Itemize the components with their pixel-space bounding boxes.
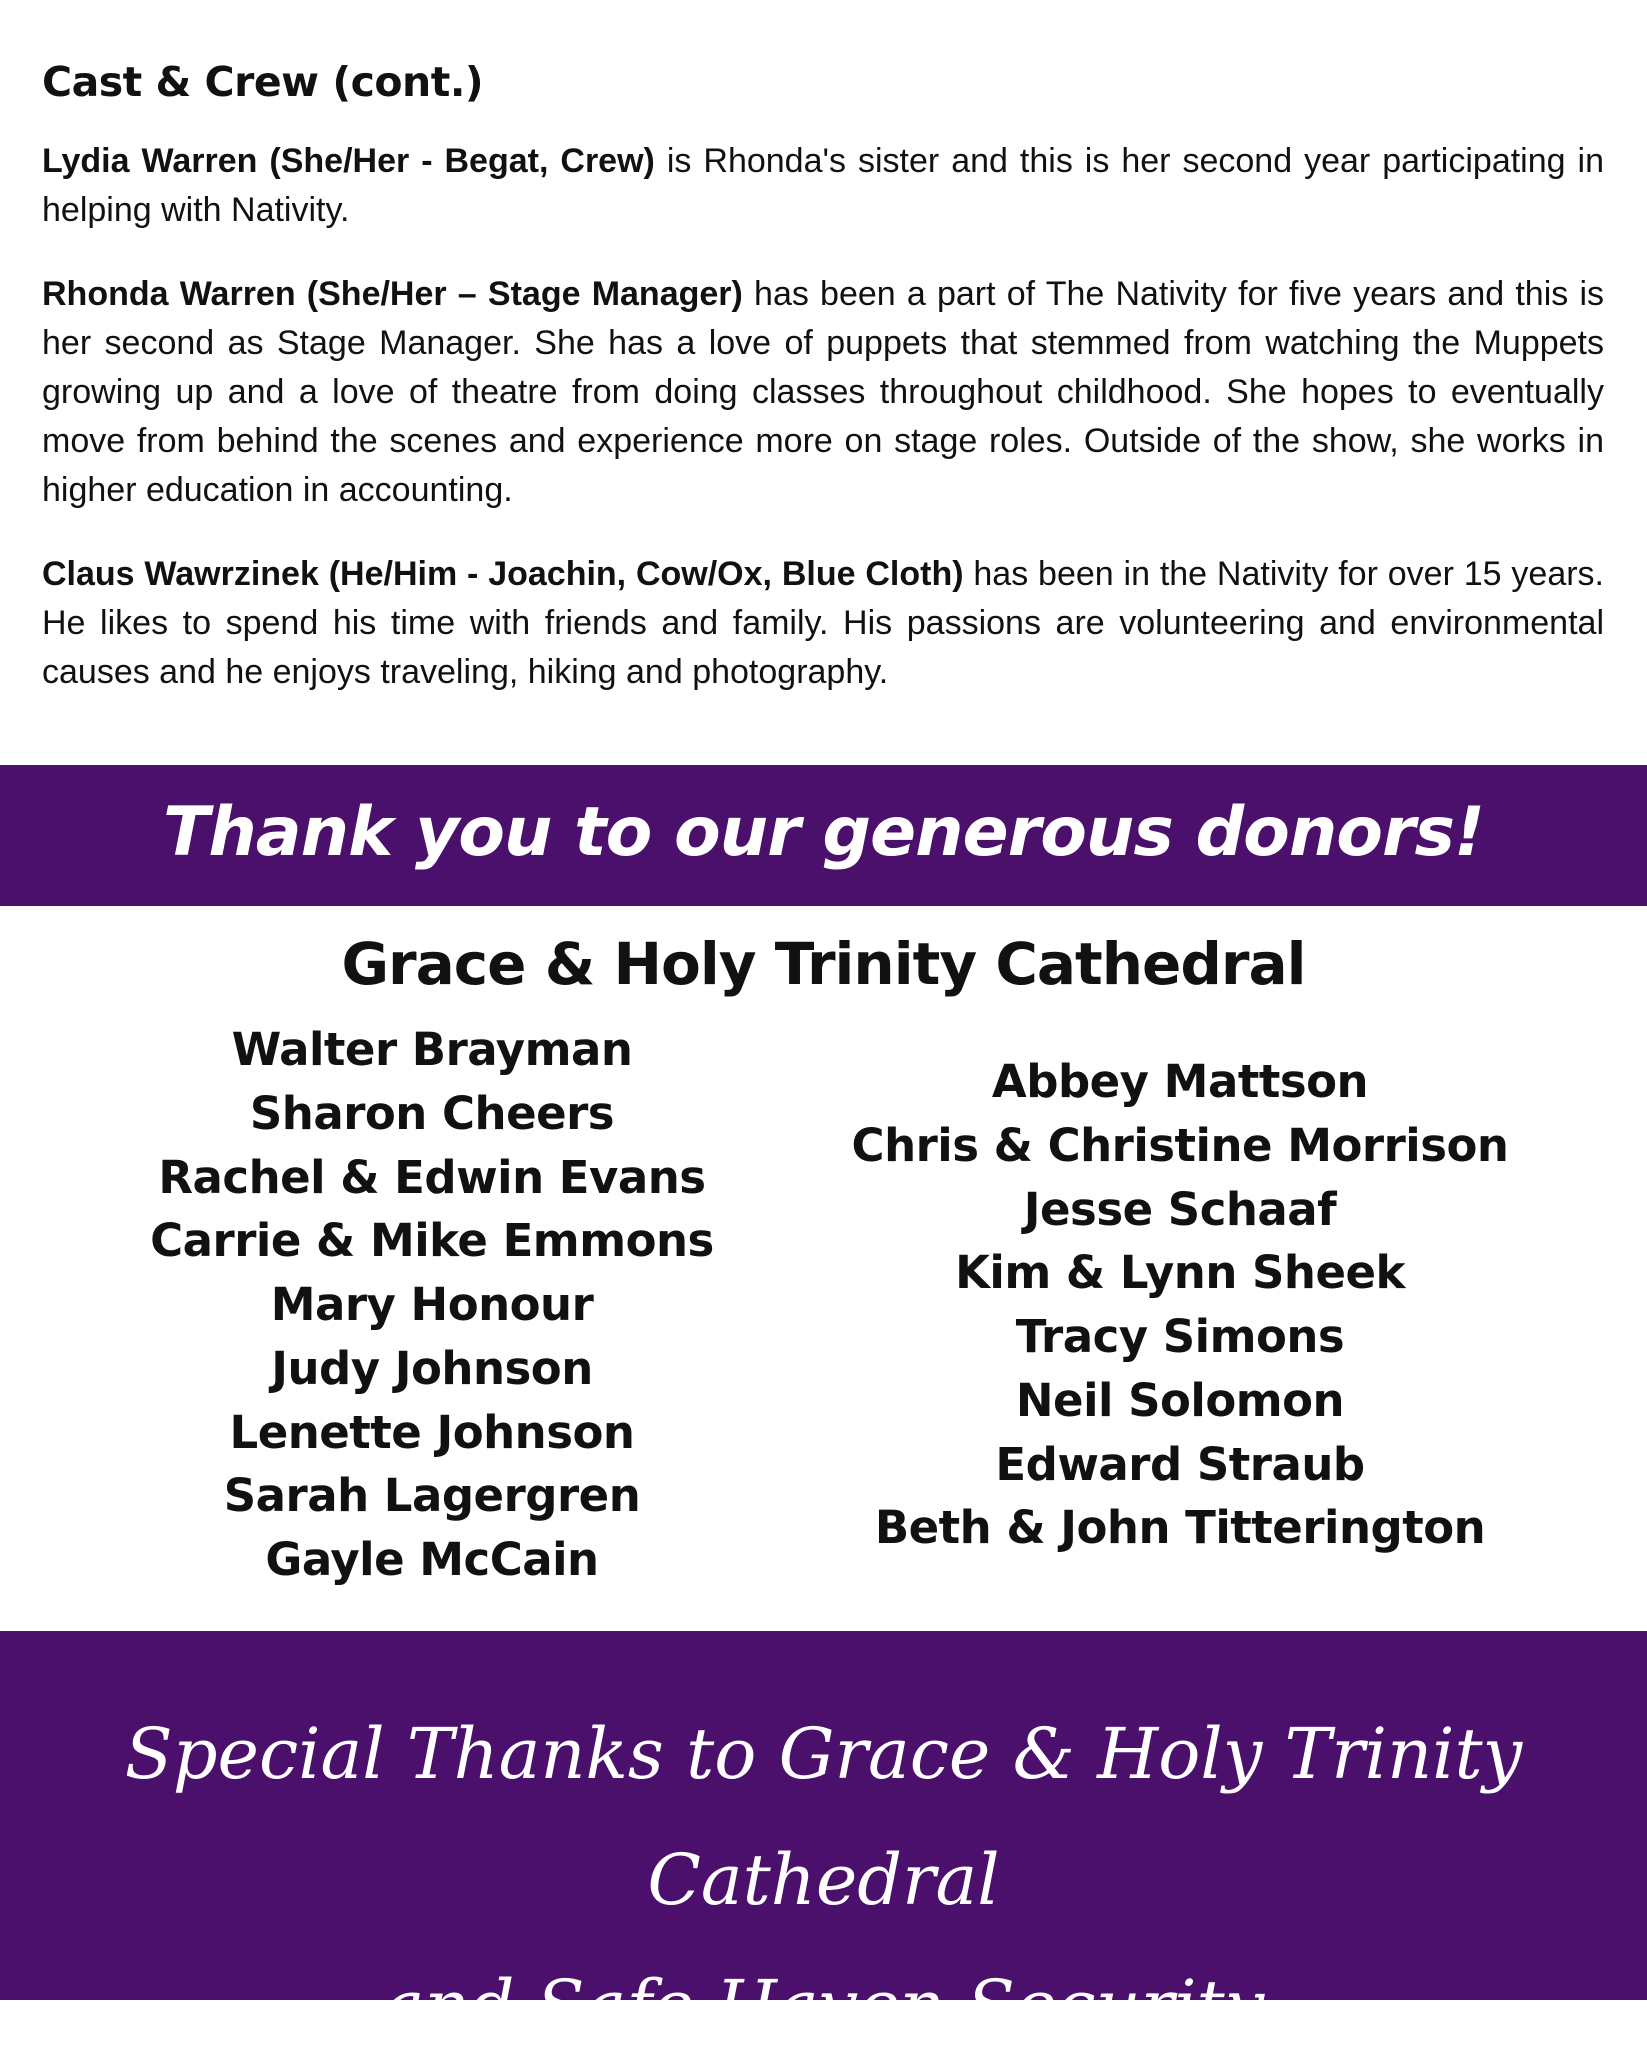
page-title: Cast & Crew (cont.) bbox=[42, 58, 484, 106]
donor-name: Jesse Schaaf bbox=[1023, 1182, 1337, 1236]
donor-name: Beth & John Titterington bbox=[874, 1501, 1486, 1555]
donor-name: Kim & Lynn Sheek bbox=[955, 1246, 1405, 1300]
donor-name: Edward Straub bbox=[995, 1437, 1365, 1491]
special-thanks-line: and Safe Haven Security bbox=[382, 1965, 1265, 2047]
bio-paragraph bbox=[42, 137, 1604, 235]
donor-name: Neil Solomon bbox=[1015, 1373, 1345, 1427]
special-thanks-text bbox=[0, 1691, 1647, 2069]
bio-text: has been a part of The Nativity for five years and this is her second as Stage Manager. She has a love of puppets that stemmed from watching the Muppets growing up and a love of theatre from doing classes throughout childhood. She hopes to eventually move from behind the scenes and experience more on stage roles. Outside of the show, she works in higher education in accounting. bbox=[42, 275, 1604, 509]
donor-name: Judy Johnson bbox=[271, 1341, 593, 1395]
bio-text: is Rhonda's sister and this is her second year participating in helping with Nativity. bbox=[42, 142, 1605, 229]
donor-name: Sarah Lagergren bbox=[223, 1469, 641, 1523]
donor-name: Tracy Simons bbox=[1015, 1310, 1345, 1363]
donor-list-left bbox=[82, 1018, 782, 1592]
donor-list-right bbox=[830, 1050, 1530, 1560]
special-thanks-line: Special Thanks to Grace & Holy Trinity Cathedral bbox=[124, 1713, 1523, 1921]
donors-heading: Thank you to our generous donors! bbox=[162, 793, 1485, 872]
donor-name: Rachel & Edwin Evans bbox=[158, 1150, 706, 1204]
bio-paragraph bbox=[42, 550, 1604, 697]
special-thanks-banner bbox=[0, 1631, 1647, 2047]
bio-paragraph bbox=[42, 270, 1604, 515]
donor-name: Chris & Christine Morrison bbox=[851, 1118, 1509, 1172]
donor-name: Sharon Cheers bbox=[249, 1086, 615, 1140]
donor-organization: Grace & Holy Trinity Cathedral bbox=[341, 930, 1306, 998]
donor-name: Abbey Mattson bbox=[991, 1055, 1369, 1108]
donor-name: Gayle McCain bbox=[265, 1533, 599, 1586]
donors-banner bbox=[0, 765, 1647, 906]
donor-name: Walter Brayman bbox=[231, 1023, 633, 1076]
donor-name: Carrie & Mike Emmons bbox=[150, 1214, 714, 1268]
bio-name: Rhonda Warren (She/Her – Stage Manager) bbox=[42, 275, 743, 313]
bios-section bbox=[42, 137, 1604, 732]
donor-name: Mary Honour bbox=[270, 1278, 594, 1331]
donor-name: Lenette Johnson bbox=[229, 1405, 635, 1459]
bio-text: has been in the Nativity for over 15 years. He likes to spend his time with friends and family. His passions are volunteering and environmental causes and he enjoys traveling, hiking and photography. bbox=[42, 555, 1604, 691]
bio-name: Claus Wawrzinek (He/Him - Joachin, Cow/Ox, Blue Cloth) bbox=[42, 555, 964, 593]
bio-name: Lydia Warren (She/Her - Begat, Crew) bbox=[42, 142, 655, 180]
